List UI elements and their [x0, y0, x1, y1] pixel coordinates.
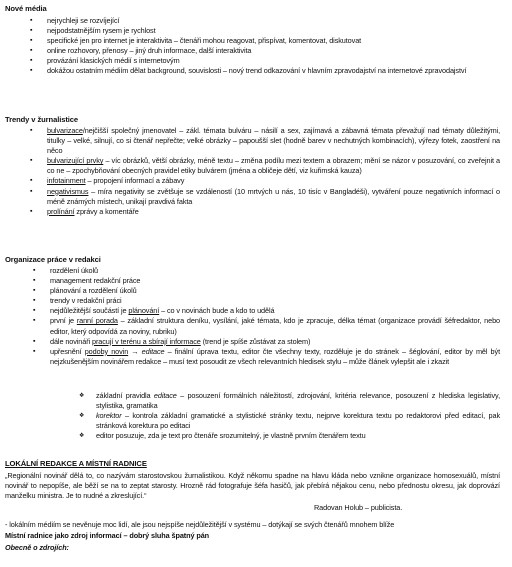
list-item: ❖ editor posuzuje, zda je text pro čtenáře srozumitelný, je vlastně prvním čtenářem textu [79, 431, 500, 441]
term: editace [153, 391, 177, 400]
list-item: ▪ online rozhovory, přenosy – jiný druh informace, další interaktivita [30, 46, 500, 56]
list-item: ▪ plánování a rozdělení úkolů [33, 286, 500, 296]
list-item: ▪ specifické jen pro internet je interaktivita – čtenáři mohou reagovat, přispívat, komentovat, diskutovat [30, 36, 500, 46]
arrow-icon: → [128, 346, 142, 356]
item-text: dále novináři [50, 336, 93, 346]
list-item: ▪ provázání klasických médií s internetovým [30, 56, 500, 66]
item-text: – kontrola základní gramatické a stylistické stránky textu, nejprve korektura textu po redaktorovi před editací, pak stránková korektura po editaci [96, 411, 500, 431]
list-item [79, 391, 500, 411]
term: podoby novin [84, 346, 129, 356]
item-text: upřesnění [50, 346, 85, 356]
list-item [30, 126, 500, 156]
list-item [30, 187, 500, 207]
item-text: (trend je spíše zůstávat za stolem) [200, 336, 311, 346]
section-title-nove-media: Nové média [5, 4, 47, 13]
quote-author: Radovan Holub – publicista. [314, 503, 403, 512]
term: negativismus [47, 186, 89, 196]
trendy-list [30, 126, 500, 217]
list-item [33, 347, 500, 367]
item-text: – propojení informací a zábavy [85, 176, 185, 186]
item-text: první je [50, 316, 77, 326]
item-text: – finální úprava textu, editor čte všechny texty, rozděluje je do stránek – šéglování, editor by měl být nejzkušenějším novinářem redakce – musí text posoudit ze všech relevantních hledisek stylu – může článek vylepšit ale i zkazit [50, 346, 500, 366]
item-text: zprávy a komentáře [74, 206, 139, 216]
term: ranní porada [76, 316, 118, 326]
list-item: ▪ nejpodstatnějším rysem je rychlost [30, 26, 500, 36]
item-text: – posouzení formálních náležitostí, zdrojování, kritéria relevance, posouzení z hlediska legislativy, stylistika, gramatika [96, 391, 500, 411]
section-title-organizace: Organizace práce v redakci [5, 255, 101, 264]
term: plánování [128, 306, 160, 316]
item-text: – co v novinách bude a kdo to udělá [159, 306, 275, 316]
item-text: – základní struktura deníku, vysílání, jaké témata, kdo je zpracuje, délka témat (organizace provádí šéfredaktor, nebo editor, který odpovídá za noviny, rubriku) [50, 316, 501, 336]
term: prolínání [47, 206, 75, 216]
term: editace [141, 346, 165, 356]
list-item [33, 337, 500, 347]
term: pracují v terénu a sbírají informace [92, 336, 201, 346]
list-item [33, 306, 500, 316]
list-item [30, 156, 500, 176]
term: korektor [96, 411, 122, 421]
nove-media-list [30, 16, 500, 77]
item-text: – míra negativity se zvětšuje se vzdáleností (10 mrtvých u nás, 10 tisíc v Bangladéši), vytváření pouze negativních informací o méně známých místech, unikají pravdivá fakta [47, 186, 500, 206]
list-item: ▪ dokážou ostatním médiím dělat background, souvislosti – nový trend odkazování v hlavním zpravodajství na internetové zpravodajství [30, 66, 500, 76]
list-item [30, 176, 500, 186]
term: bulvarizující prvky [47, 156, 104, 166]
section-title-trendy: Trendy v žurnalistice [5, 115, 79, 124]
paragraph: - lokálním médiím se nevěnuje moc lidí, ale jsou nejspíše nejdůležitější v systému – dotýkají se svých čtenářů mnohem blíže [5, 520, 395, 529]
item-text: – víc obrázků, větší obrázky, méně textu – změna podílu mezi textem a obrazem; mění se názor v posuzování, co zveřejnit a co ne – zpochybňování obecných pravidel etiky bulvárem (jména a obličeje dětí, viz kuřimská kauza) [47, 156, 500, 176]
list-item: ▪ nejrychleji se rozvíjející [30, 16, 500, 26]
organizace-list [33, 266, 500, 367]
paragraph-bold-italic: Obecně o zdrojích: [5, 543, 69, 552]
list-item [79, 411, 500, 431]
list-item: ▪ rozdělení úkolů [33, 266, 500, 276]
list-item: ▪ trendy v redakční práci [33, 296, 500, 306]
item-text: základní pravidla [96, 391, 154, 400]
list-item: ▪ management redakční práce [33, 276, 500, 286]
item-text: nejdůležitější součástí je [50, 306, 129, 316]
paragraph-bold: Místní radnice jako zdroj informací – dobrý sluha špatný pán [5, 531, 210, 540]
editace-sublist [79, 391, 500, 441]
quote-paragraph: „Regionální novinář dělá to, co nazývám starostovskou žurnalistikou. Když někomu spadne na hlavu kláda nebo vznikne organizace homosexuálů, místní novinář to nepopíše, ale běží se na to zeptat starosty. Hrozně rád fotografuje šéfa hasičů, jak přebírá nějakou cenu, nebo přednostu okresu, jak doprovází manželku ministra. Je to nudné a zkreslující.“ [5, 471, 500, 501]
term: infotainment [47, 176, 86, 186]
list-item [33, 316, 500, 336]
term: bulvarizace [47, 126, 83, 135]
section-title-lokalni: LOKÁLNÍ REDAKCE A MÍSTNÍ RADNICE [5, 459, 147, 468]
item-text: /nejčišší společný jmenovatel – zákl. témata bulváru – násilí a sex, zajímavá a zábavná témata převažují nad tématy důležitými, titulky – velké, silnují, co si čtenář nepřečte; velké obrázky – papoušší slet (hodně barev v nechutných kombinacích), výřezy fotek, zaostření na něco [47, 126, 500, 156]
list-item [30, 207, 500, 217]
